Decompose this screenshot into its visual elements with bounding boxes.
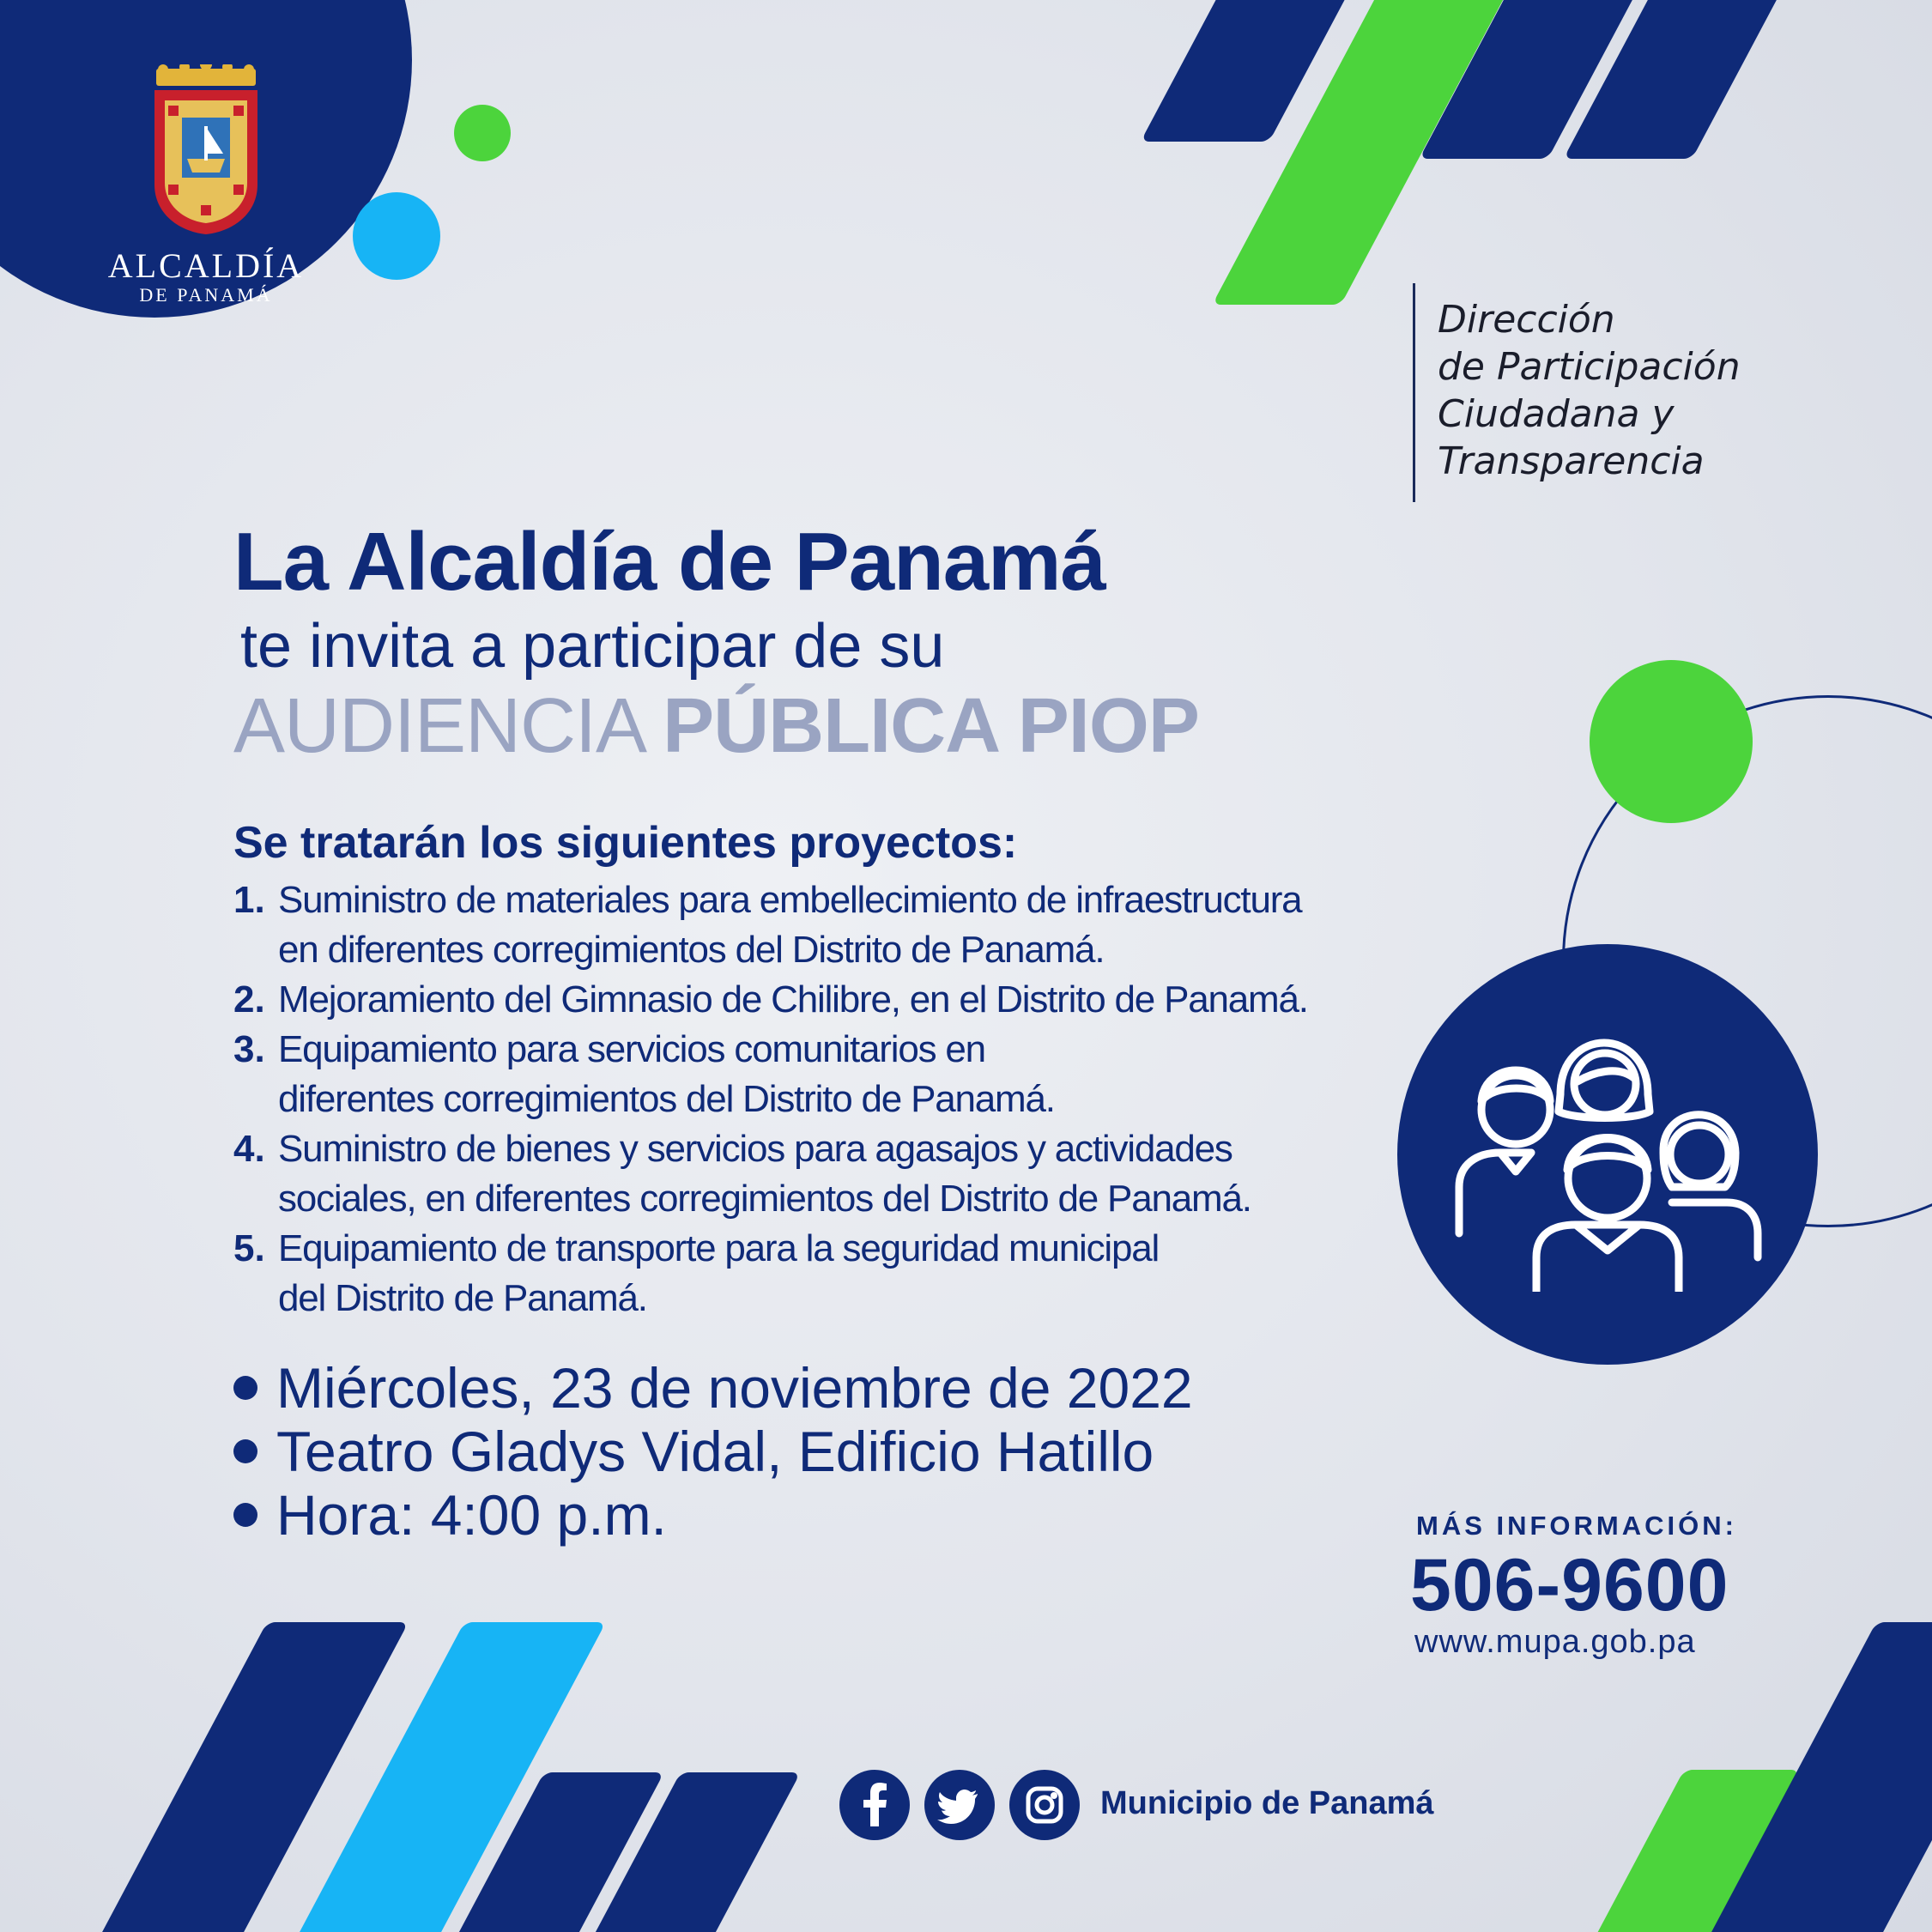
projects-list bbox=[233, 875, 1452, 1323]
projects-title: Se tratarán los siguientes proyectos: bbox=[233, 818, 1018, 868]
event-date bbox=[233, 1356, 1193, 1420]
info-phone[interactable]: 506-9600 bbox=[1410, 1544, 1729, 1626]
project-line: Suministro de materiales para embellecimiento de infraestructura bbox=[278, 879, 1302, 921]
green-dot-top bbox=[454, 105, 511, 161]
department-divider bbox=[1413, 283, 1415, 502]
event-details bbox=[233, 1356, 1193, 1547]
project-item bbox=[233, 975, 1452, 1025]
facebook-icon[interactable] bbox=[839, 1770, 910, 1840]
department-line: Ciudadana y bbox=[1438, 392, 1675, 436]
event-title-light: AUDIENCIA bbox=[233, 683, 663, 769]
instagram-icon[interactable] bbox=[1009, 1770, 1080, 1840]
project-item bbox=[233, 875, 1452, 975]
department-line: Transparencia bbox=[1438, 439, 1705, 483]
project-line: diferentes corregimientos del Distrito de Panamá. bbox=[278, 1078, 1055, 1120]
project-number: 2. bbox=[233, 978, 265, 1021]
project-item bbox=[233, 1224, 1452, 1323]
info-label: MÁS INFORMACIÓN: bbox=[1416, 1511, 1737, 1541]
project-item bbox=[233, 1124, 1452, 1224]
event-time bbox=[233, 1483, 1193, 1547]
logo-title: ALCALDÍA bbox=[107, 246, 305, 285]
project-number: 4. bbox=[233, 1128, 265, 1170]
alcaldia-logo bbox=[69, 64, 343, 306]
logo-subtitle: DE PANAMÁ bbox=[139, 284, 273, 306]
info-url[interactable]: www.mupa.gob.pa bbox=[1414, 1624, 1696, 1660]
event-date-text: Miércoles, 23 de noviembre de 2022 bbox=[276, 1356, 1193, 1420]
project-number: 5. bbox=[233, 1227, 265, 1269]
project-line: en diferentes corregimientos del Distrito de Panamá. bbox=[278, 929, 1105, 971]
project-line: Suministro de bienes y servicios para agasajos y actividades bbox=[278, 1128, 1232, 1170]
department-line: Dirección bbox=[1438, 298, 1615, 342]
department-line: de Participación bbox=[1438, 345, 1741, 389]
project-text bbox=[278, 975, 1308, 1025]
bullet-icon bbox=[233, 1503, 257, 1527]
event-title-bold: PÚBLICA PIOP bbox=[663, 683, 1199, 769]
project-line: Mejoramiento del Gimnasio de Chilibre, en el Distrito de Panamá. bbox=[278, 978, 1308, 1021]
project-text bbox=[278, 1224, 1159, 1323]
bullet-icon bbox=[233, 1439, 257, 1463]
project-line: del Distrito de Panamá. bbox=[278, 1277, 647, 1319]
green-dot-right bbox=[1590, 660, 1753, 823]
event-place-text: Teatro Gladys Vidal, Edificio Hatillo bbox=[276, 1420, 1154, 1483]
event-place bbox=[233, 1420, 1193, 1483]
project-number: 3. bbox=[233, 1028, 265, 1070]
light-blue-dot bbox=[353, 192, 440, 280]
project-item bbox=[233, 1025, 1452, 1124]
project-line: Equipamiento de transporte para la seguridad municipal bbox=[278, 1227, 1160, 1269]
project-text bbox=[278, 875, 1301, 975]
main-heading: La Alcaldía de Panamá bbox=[233, 516, 1105, 608]
project-text bbox=[278, 1025, 1055, 1124]
bullet-icon bbox=[233, 1376, 257, 1400]
project-line: Equipamiento para servicios comunitarios en bbox=[278, 1028, 985, 1070]
project-line: sociales, en diferentes corregimientos del Distrito de Panamá. bbox=[278, 1178, 1251, 1220]
event-time-text: Hora: 4:00 p.m. bbox=[276, 1483, 667, 1547]
project-text bbox=[278, 1124, 1251, 1224]
people-icon bbox=[1451, 1000, 1768, 1292]
project-number: 1. bbox=[233, 879, 265, 921]
department-name bbox=[1438, 296, 1741, 485]
social-label: Municipio de Panamá bbox=[1100, 1785, 1434, 1821]
event-title bbox=[233, 682, 1199, 771]
coat-of-arms-icon bbox=[146, 64, 266, 236]
sub-heading: te invita a participar de su bbox=[240, 612, 945, 681]
twitter-icon[interactable] bbox=[924, 1770, 995, 1840]
